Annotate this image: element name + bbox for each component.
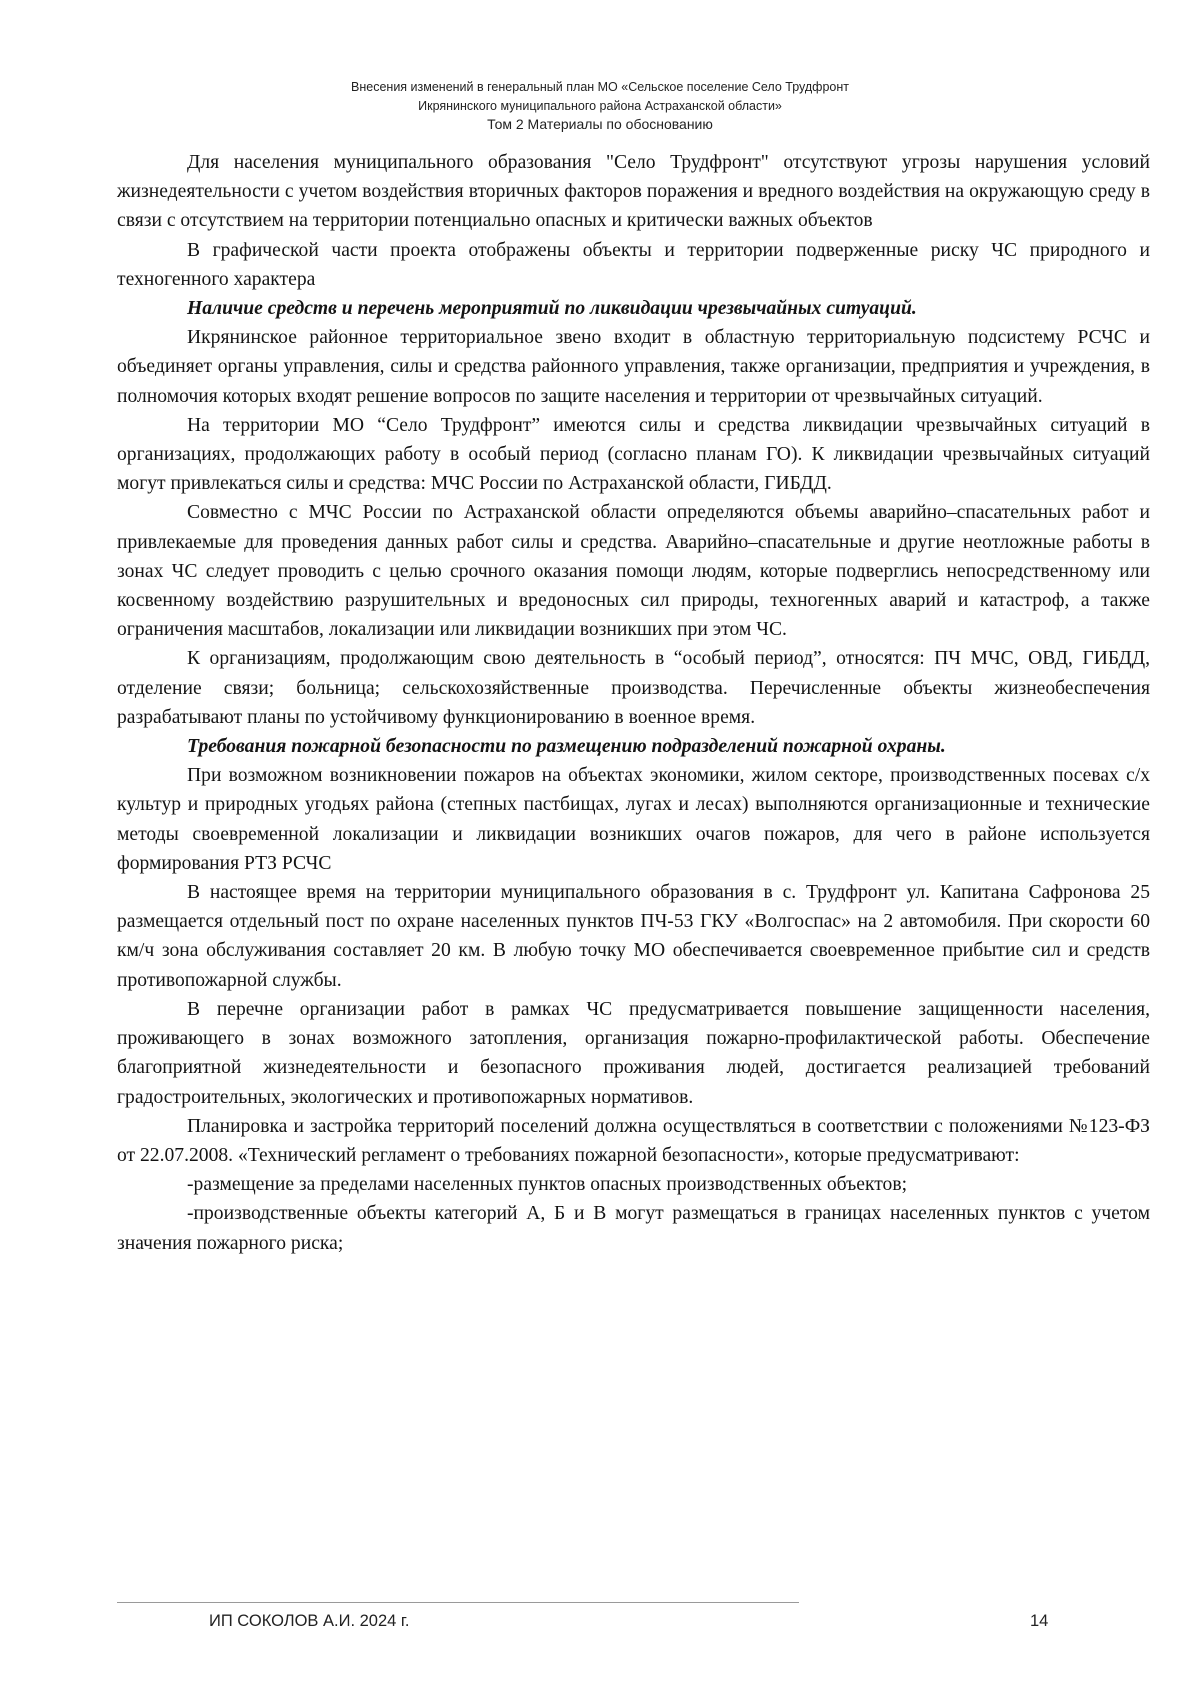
page-number: 14 [1030, 1612, 1049, 1630]
section-heading: Требования пожарной безопасности по размещению подразделений пожарной охраны. [187, 736, 946, 758]
header-volume-line: Том 2 Материалы по обоснованию [487, 116, 713, 132]
paragraph: В перечне организации работ в рамках ЧС предусматривается повышение защищенности населения, проживающего в зонах возможного затопления, организация пожарно-профилактической работы. Обеспечение благоприятной жизнедеятельности и безопасного проживания людей, достигается реализацией требований градостроительных, экологических и противопожарных нормативов. [117, 998, 1150, 1108]
paragraph: В настоящее время на территории муниципального образования в с. Трудфронт ул. Капитана Сафронова 25 размещается отдельный пост по охране населенных пунктов ПЧ-53 ГКУ «Волгоспас» на 2 автомобиля. При скорости 60 км/ч зона обслуживания составляет 20 км. В любую точку МО обеспечивается своевременное прибытие сил и средств противопожарной службы. [117, 882, 1150, 991]
section-heading: Наличие средств и перечень мероприятий по ликвидации чрезвычайных ситуаций. [187, 298, 917, 320]
footer-author: ИП СОКОЛОВ А.И. 2024 г. [209, 1612, 410, 1630]
paragraph: В графической части проекта отображены объекты и территории подверженные риску ЧС природного и техногенного характера [117, 239, 1150, 290]
paragraph: Совместно с МЧС России по Астраханской области определяются объемы аварийно–спасательных работ и привлекаемые для проведения данных работ силы и средства. Аварийно–спасательные и другие неотложные работы в зонах ЧС следует проводить с целью срочного оказания помощи людям, которые подверглись непосредственному или косвенному воздействию разрушительных и вредоносных сил природы, техногенных аварий и катастроф, а также ограничения масштабов, локализации или ликвидации возникших при этом ЧС. [117, 502, 1150, 641]
paragraph: Для населения муниципального образования "Село Трудфронт" отсутствуют угрозы нарушения условий жизнедеятельности с учетом воздействия вторичных факторов поражения и вредного воздействия на окружающую среду в связи с отсутствием на территории потенциально опасных и критически важных объектов [117, 152, 1150, 232]
page-header [0, 78, 1200, 133]
paragraph: К организациям, продолжающим свою деятельность в “особый период”, относятся: ПЧ МЧС, ОВД, ГИБДД, отделение связи; больница; сельскохозяйственные производства. Перечисленные объекты жизнеобеспечения разрабатывают планы по устойчивому функционированию в военное время. [117, 648, 1150, 728]
paragraph: При возможном возникновении пожаров на объектах экономики, жилом секторе, производственных посевах с/х культур и природных угодьях района (степных пастбищах, лугах и лесах) выполняются организационные и технические методы своевременной локализации и ликвидации возникших очагов пожаров, для чего в районе используется формирования РТЗ РСЧС [117, 765, 1150, 874]
list-item: -размещение за пределами населенных пунктов опасных производственных объектов; [187, 1174, 908, 1196]
paragraph: Планировка и застройка территорий поселений должна осуществляться в соответствии с положениями №123-ФЗ от 22.07.2008. «Технический регламент о требованиях пожарной безопасности», которые предусматривают: [117, 1115, 1150, 1166]
header-title-line-1: Внесения изменений в генеральный план МО «Сельское поселение Село Трудфронт [351, 80, 849, 94]
list-item: -производственные объекты категорий А, Б и В могут размещаться в границах населенных пунктов с учетом значения пожарного риска; [117, 1203, 1150, 1254]
paragraph: Икрянинское районное территориальное звено входит в областную территориальную подсистему РСЧС и объединяет органы управления, силы и средства районного управления, также организации, предприятия и учреждения, в полномочия которых входят решение вопросов по защите населения и территории от чрезвычайных ситуаций. [117, 327, 1150, 407]
document-body [117, 148, 1150, 1258]
paragraph: На территории МО “Село Трудфронт” имеются силы и средства ликвидации чрезвычайных ситуаций в организациях, продолжающих работу в особый период (согласно планам ГО). К ликвидации чрезвычайных ситуаций могут привлекаться силы и средства: МЧС России по Астраханской области, ГИБДД. [117, 414, 1150, 495]
footer-divider [117, 1602, 799, 1603]
header-title-line-2: Икрянинского муниципального района Астраханской области» [418, 99, 782, 113]
